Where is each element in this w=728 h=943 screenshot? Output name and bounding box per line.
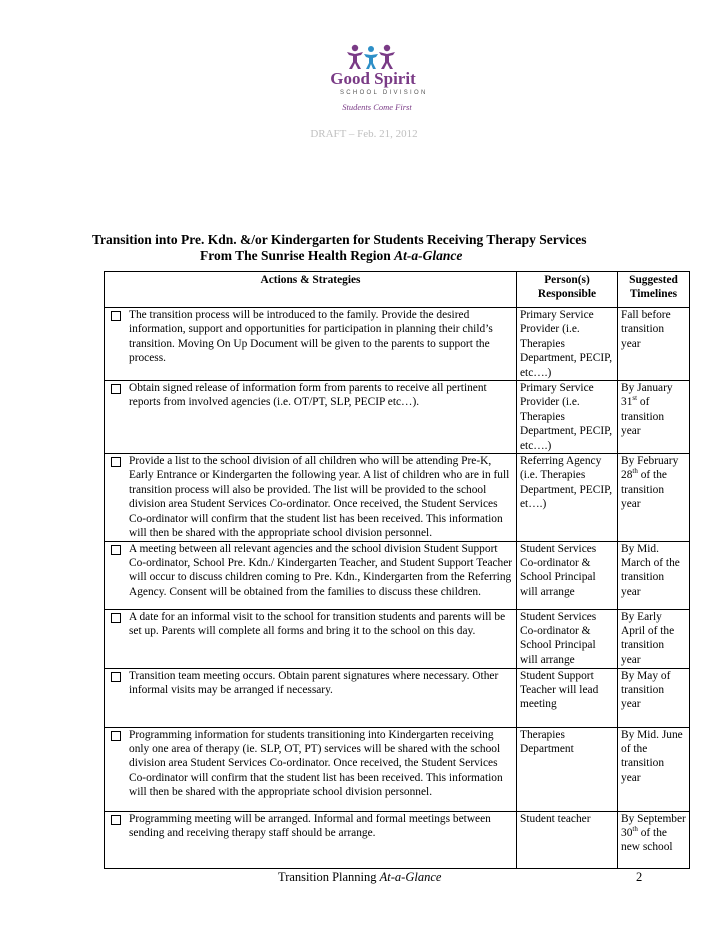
person-cell: Student Services Co-ordinator & School Principal will arrange [517, 541, 618, 609]
logo-tagline: Students Come First [342, 102, 412, 112]
logo-brand-name: Good Spirit [330, 69, 416, 88]
checkbox[interactable] [111, 815, 121, 825]
timeline-cell: By Early April of the transition year [618, 609, 690, 668]
person-cell: Referring Agency (i.e. Therapies Department, PECIP, et….) [517, 454, 618, 541]
header-suggested-timelines: Suggested Timelines [618, 272, 690, 308]
checkbox[interactable] [111, 545, 121, 555]
person-cell: Student teacher [517, 811, 618, 868]
table-row [105, 541, 690, 609]
action-text: A date for an informal visit to the school for transition students and parents will be set up. Parents will complete all forms and bring it to the school on this day. [129, 610, 506, 637]
document-title: Transition into Pre. Kdn. &/or Kindergarten for Students Receiving Therapy Services [92, 232, 587, 247]
action-cell [105, 541, 517, 609]
timeline-text-end: of the new school [621, 826, 673, 854]
person-cell: Therapies Department [517, 727, 618, 811]
timeline-cell: By Mid. June of the transition year [618, 727, 690, 811]
action-cell [105, 668, 517, 727]
timeline-text-end: of the transition year [621, 469, 667, 511]
checkbox[interactable] [111, 672, 121, 682]
page-footer [278, 870, 441, 885]
table-row [105, 811, 690, 868]
action-cell [105, 381, 517, 454]
table-row [105, 668, 690, 727]
ordinal-suffix: th [632, 825, 638, 834]
action-text: The transition process will be introduced to the family. Provide the desired information, support and opportunities for participation in planning their child’s transition. Moving On Up Document will be given to the parents to support the process. [129, 309, 493, 365]
document-subtitle [200, 248, 462, 264]
timeline-cell [618, 454, 690, 541]
action-cell [105, 727, 517, 811]
action-text: A meeting between all relevant agencies and the school division Student Support Co-ordinator, School Pre. Kdn./ Kindergarten Teacher, and Student Support Teacher will occur to discuss children coming to Pre. Kdn., Kindergarten from the Referring Agency. Consent will be obtained from the families to discuss these children. [129, 542, 513, 598]
header-person-responsible: Person(s) Responsible [517, 272, 618, 308]
timeline-cell [618, 381, 690, 454]
table-row [105, 609, 690, 668]
transition-plan-table [104, 271, 690, 869]
timeline-text-end: of transition year [621, 396, 665, 438]
action-text: Programming information for students transitioning into Kindergarten receiving only one area of therapy (ie. SLP, OT, PT) services will be shared with the school division area Student Services Co-ordinator. Once received, the Student Services Co-ordinator will confirm that the student list has been received. This information will then be shared with the appropriate school division personnel. [129, 728, 503, 799]
header-actions: Actions & Strategies [105, 272, 517, 308]
checkbox[interactable] [111, 384, 121, 394]
logo-subtitle: SCHOOL DIVISION [340, 90, 428, 96]
table-row [105, 727, 690, 811]
people-figures-icon [341, 44, 401, 70]
table-header-row [105, 272, 690, 308]
checkbox[interactable] [111, 731, 121, 741]
ordinal-suffix: th [632, 467, 638, 476]
action-cell [105, 609, 517, 668]
action-cell [105, 454, 517, 541]
page-number: 2 [636, 870, 643, 884]
table-row [105, 381, 690, 454]
subtitle-italic: At-a-Glance [394, 248, 463, 263]
table-row [105, 308, 690, 381]
action-cell [105, 811, 517, 868]
ordinal-suffix: st [632, 394, 638, 403]
person-cell: Primary Service Provider (i.e. Therapies Department, PECIP, etc….) [517, 381, 618, 454]
person-cell: Student Services Co-ordinator & School Principal will arrange [517, 609, 618, 668]
timeline-text: By February 28 [621, 455, 679, 482]
subtitle-text: From The Sunrise Health Region [200, 248, 395, 263]
timeline-cell: Fall before transition year [618, 308, 690, 381]
timeline-cell: By May of transition year [618, 668, 690, 727]
timeline-text: By January 31 [621, 382, 673, 409]
timeline-cell [618, 811, 690, 868]
timeline-cell: By Mid. March of the transition year [618, 541, 690, 609]
person-cell: Student Support Teacher will lead meeting [517, 668, 618, 727]
person-cell: Primary Service Provider (i.e. Therapies Department, PECIP, etc….) [517, 308, 618, 381]
action-cell [105, 308, 517, 381]
action-text: Provide a list to the school division of all children who will be attending Pre-K, Early Entrance or Kindergarten the following year. A list of children who are in full transition process will also be provided. The list will be provided to the school division area Student Services Co-ordinator. Once received, the Student Services Co-ordinator will confirm that the student list has been received. This information will then be shared with the appropriate school division personnel. [129, 455, 510, 540]
table-row [105, 454, 690, 541]
checkbox[interactable] [111, 613, 121, 623]
action-text: Transition team meeting occurs. Obtain parent signatures where necessary. Other informal visits may be arranged if necessary. [129, 669, 499, 696]
checkbox[interactable] [111, 311, 121, 321]
school-division-logo [310, 44, 430, 114]
action-text: Programming meeting will be arranged. Informal and formal meetings between sending and receiving therapy staff should be arrange. [129, 812, 491, 839]
checkbox[interactable] [111, 457, 121, 467]
footer-text: Transition Planning [278, 870, 380, 884]
draft-watermark: DRAFT – Feb. 21, 2012 [310, 128, 418, 140]
action-text: Obtain signed release of information form from parents to receive all pertinent reports from involved agencies (i.e. OT/PT, SLP, PECIP etc…). [129, 382, 487, 409]
timeline-text: By September 30 [621, 812, 686, 839]
footer-italic: At-a-Glance [379, 870, 442, 884]
